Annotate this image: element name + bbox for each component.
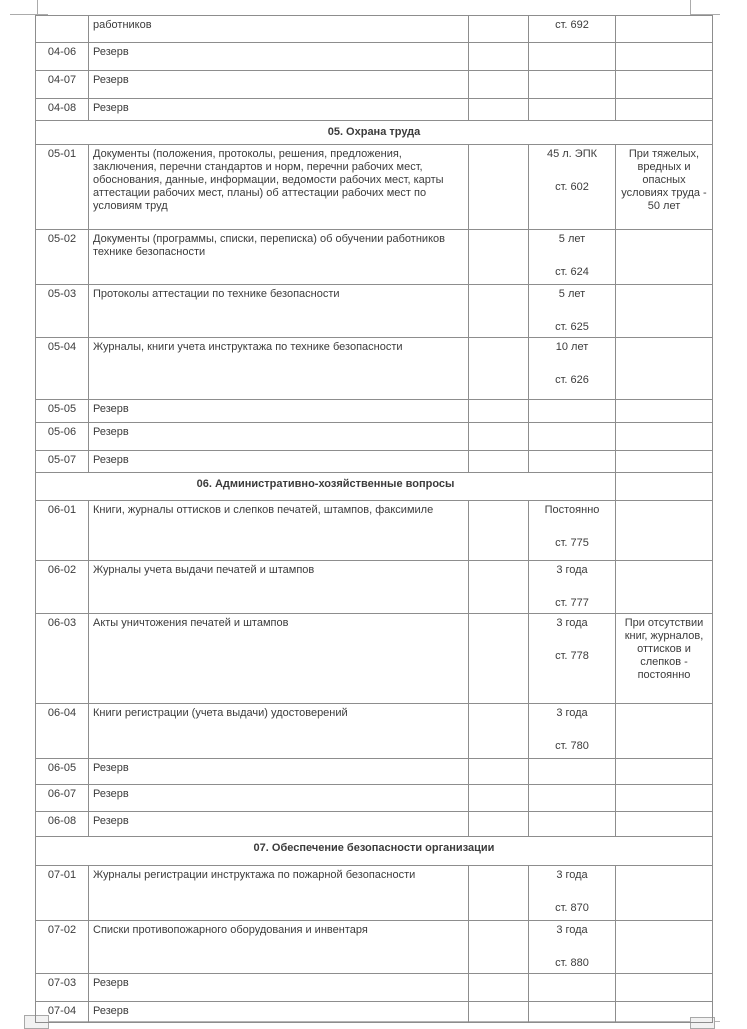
note-cell <box>616 16 713 43</box>
row-index-cell: 06-03 <box>36 614 89 704</box>
section-row <box>36 121 713 145</box>
note-cell <box>616 759 713 785</box>
retention-duration: 3 года <box>556 869 588 881</box>
row-index-cell: 05-03 <box>36 285 89 338</box>
section-row <box>36 473 713 501</box>
note-cell <box>616 230 713 285</box>
description-cell: Резерв <box>89 99 469 121</box>
row-index-cell: 04-06 <box>36 43 89 71</box>
retention-cell <box>529 704 616 759</box>
retention-article: ст. 870 <box>555 902 589 914</box>
count-cell <box>469 704 529 759</box>
note-cell <box>616 704 713 759</box>
retention-article: ст. 775 <box>555 537 589 549</box>
row-index-cell: 04-08 <box>36 99 89 121</box>
retention-article: ст. 626 <box>555 374 589 386</box>
retention-cell <box>529 16 616 43</box>
retention-cell <box>529 99 616 121</box>
description-cell: Резерв <box>89 785 469 812</box>
retention-duration: 45 л. ЭПК <box>546 148 598 160</box>
count-cell <box>469 866 529 921</box>
retention-duration: 5 лет <box>558 288 586 300</box>
section-title: 07. Обеспечение безопасности организации <box>36 837 713 866</box>
retention-cell <box>529 71 616 99</box>
row-index-cell: 06-07 <box>36 785 89 812</box>
page-corner-mark-top-right-vertical <box>690 0 691 14</box>
retention-cell <box>529 400 616 423</box>
description-cell: Резерв <box>89 974 469 1002</box>
description-cell: Списки противопожарного оборудования и инвентаря <box>89 921 469 974</box>
table-row <box>36 423 713 451</box>
table-row <box>36 974 713 1002</box>
note-cell <box>616 1002 713 1023</box>
retention-cell <box>529 759 616 785</box>
retention-cell <box>529 145 616 230</box>
count-cell <box>469 71 529 99</box>
row-index-cell: 05-02 <box>36 230 89 285</box>
row-index-cell: 06-01 <box>36 501 89 561</box>
note-cell <box>616 501 713 561</box>
note-cell <box>616 451 713 473</box>
description-cell: Книги регистрации (учета выдачи) удостоверений <box>89 704 469 759</box>
retention-duration: 3 года <box>556 707 588 719</box>
table-row <box>36 1002 713 1023</box>
count-cell <box>469 451 529 473</box>
table-row <box>36 285 713 338</box>
note-cell: При отсутствии книг, журналов, оттисков и слепков - постоянно <box>616 614 713 704</box>
retention-cell <box>529 230 616 285</box>
retention-cell <box>529 561 616 614</box>
table-row <box>36 501 713 561</box>
retention-cell <box>529 285 616 338</box>
retention-duration: 3 года <box>556 924 588 936</box>
table-row <box>36 338 713 400</box>
table-body <box>36 16 713 1023</box>
row-index-cell: 05-04 <box>36 338 89 400</box>
row-index-cell: 07-04 <box>36 1002 89 1023</box>
retention-duration: 10 лет <box>555 341 589 353</box>
retention-cell <box>529 974 616 1002</box>
section-title: 05. Охрана труда <box>36 121 713 145</box>
description-cell: Резерв <box>89 759 469 785</box>
retention-article: ст. 880 <box>555 957 589 969</box>
note-cell <box>616 71 713 99</box>
count-cell <box>469 501 529 561</box>
description-cell: Резерв <box>89 1002 469 1023</box>
row-index-cell <box>36 16 89 43</box>
retention-schedule-table <box>35 15 713 1023</box>
description-cell: Журналы регистрации инструктажа по пожарной безопасности <box>89 866 469 921</box>
count-cell <box>469 400 529 423</box>
retention-cell <box>529 812 616 837</box>
description-cell: Документы (программы, списки, переписка) об обучении работников технике безопасности <box>89 230 469 285</box>
note-cell <box>616 473 713 501</box>
row-index-cell: 06-08 <box>36 812 89 837</box>
retention-cell <box>529 921 616 974</box>
retention-cell <box>529 614 616 704</box>
row-index-cell: 06-02 <box>36 561 89 614</box>
count-cell <box>469 99 529 121</box>
count-cell <box>469 921 529 974</box>
count-cell <box>469 974 529 1002</box>
retention-duration: 3 года <box>556 617 588 629</box>
row-index-cell: 05-01 <box>36 145 89 230</box>
retention-duration: Постоянно <box>544 504 600 516</box>
description-cell: Резерв <box>89 43 469 71</box>
retention-article: ст. 778 <box>555 650 589 662</box>
table-row <box>36 145 713 230</box>
note-cell <box>616 812 713 837</box>
row-index-cell: 07-03 <box>36 974 89 1002</box>
note-cell <box>616 285 713 338</box>
row-index-cell: 07-01 <box>36 866 89 921</box>
count-cell <box>469 561 529 614</box>
description-cell: Журналы учета выдачи печатей и штампов <box>89 561 469 614</box>
retention-duration: 5 лет <box>558 233 586 245</box>
table-row <box>36 785 713 812</box>
count-cell <box>469 614 529 704</box>
retention-article: ст. 777 <box>555 597 589 609</box>
description-cell: Резерв <box>89 71 469 99</box>
section-row <box>36 837 713 866</box>
table-row <box>36 99 713 121</box>
description-cell: работников <box>89 16 469 43</box>
count-cell <box>469 1002 529 1023</box>
section-title: 06. Административно-хозяйственные вопросы <box>36 473 616 501</box>
count-cell <box>469 423 529 451</box>
retention-cell <box>529 1002 616 1023</box>
note-cell <box>616 400 713 423</box>
table-row <box>36 561 713 614</box>
row-index-cell: 06-05 <box>36 759 89 785</box>
note-cell <box>616 921 713 974</box>
description-cell: Резерв <box>89 812 469 837</box>
retention-article: ст. 624 <box>555 266 589 278</box>
row-index-cell: 06-04 <box>36 704 89 759</box>
retention-cell <box>529 451 616 473</box>
row-index-cell: 05-07 <box>36 451 89 473</box>
description-cell: Резерв <box>89 400 469 423</box>
count-cell <box>469 230 529 285</box>
note-cell <box>616 785 713 812</box>
retention-cell <box>529 785 616 812</box>
count-cell <box>469 43 529 71</box>
table-row <box>36 16 713 43</box>
retention-article: ст. 780 <box>555 740 589 752</box>
count-cell <box>469 759 529 785</box>
table-row <box>36 704 713 759</box>
note-cell <box>616 43 713 71</box>
table-row <box>36 759 713 785</box>
count-cell <box>469 812 529 837</box>
table-row <box>36 451 713 473</box>
retention-cell <box>529 43 616 71</box>
table-row <box>36 71 713 99</box>
table-row <box>36 812 713 837</box>
retention-cell <box>529 423 616 451</box>
note-cell: При тяжелых, вредных и опасных условиях труда - 50 лет <box>616 145 713 230</box>
row-index-cell: 07-02 <box>36 921 89 974</box>
note-cell <box>616 99 713 121</box>
description-cell: Резерв <box>89 451 469 473</box>
description-cell: Акты уничтожения печатей и штампов <box>89 614 469 704</box>
count-cell <box>469 785 529 812</box>
row-index-cell: 05-05 <box>36 400 89 423</box>
table-row <box>36 921 713 974</box>
description-cell: Протоколы аттестации по технике безопасности <box>89 285 469 338</box>
count-cell <box>469 285 529 338</box>
row-index-cell: 04-07 <box>36 71 89 99</box>
description-cell: Резерв <box>89 423 469 451</box>
retention-duration: 3 года <box>556 564 588 576</box>
page-corner-mark-top-left-vertical <box>37 0 38 14</box>
row-index-cell: 05-06 <box>36 423 89 451</box>
note-cell <box>616 866 713 921</box>
table-row <box>36 614 713 704</box>
note-cell <box>616 974 713 1002</box>
note-cell <box>616 423 713 451</box>
count-cell <box>469 338 529 400</box>
description-cell: Журналы, книги учета инструктажа по технике безопасности <box>89 338 469 400</box>
table-row <box>36 866 713 921</box>
retention-article: ст. 692 <box>555 19 589 31</box>
retention-cell <box>529 866 616 921</box>
retention-article: ст. 602 <box>555 181 589 193</box>
table-row <box>36 400 713 423</box>
description-cell: Книги, журналы оттисков и слепков печатей, штампов, факсимиле <box>89 501 469 561</box>
retention-article: ст. 625 <box>555 321 589 333</box>
table-row <box>36 230 713 285</box>
count-cell <box>469 16 529 43</box>
retention-cell <box>529 501 616 561</box>
retention-cell <box>529 338 616 400</box>
note-cell <box>616 338 713 400</box>
count-cell <box>469 145 529 230</box>
description-cell: Документы (положения, протоколы, решения, предложения, заключения, перечни стандартов и норм, перечни рабочих мест, обоснования, данные, информации, ведомости рабочих мест, карты аттестации рабочих мест, планы) об аттестации рабочих мест по условиям труд <box>89 145 469 230</box>
table-row <box>36 43 713 71</box>
note-cell <box>616 561 713 614</box>
